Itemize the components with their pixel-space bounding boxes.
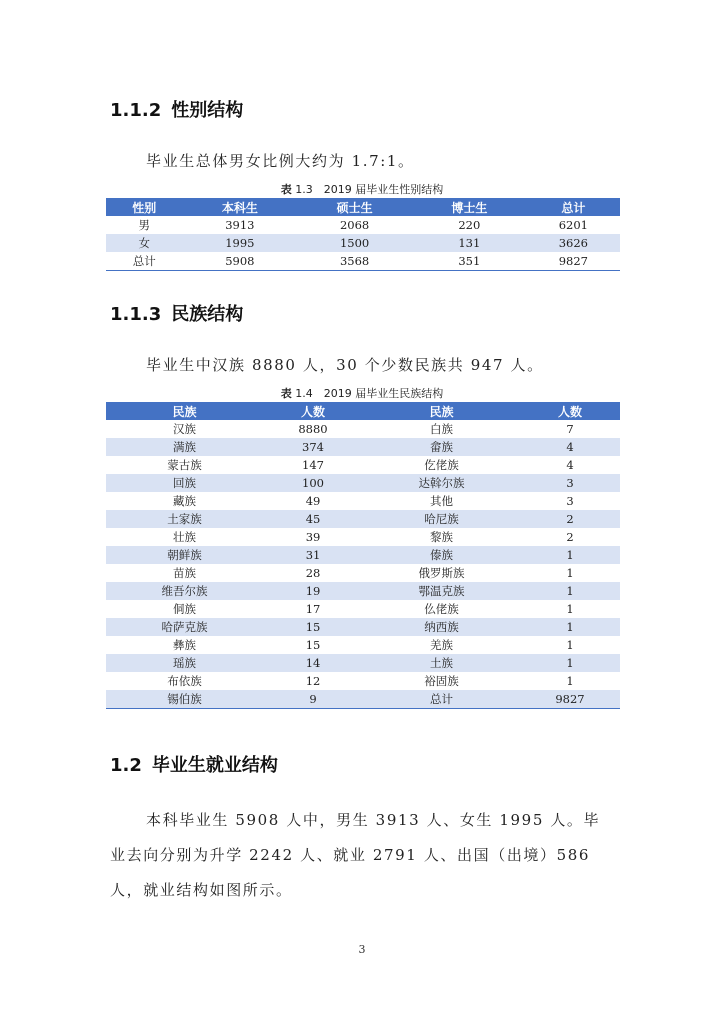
table-cell: 藏族 <box>173 494 197 508</box>
section-title: 民族结构 <box>171 304 244 325</box>
table-cell: 1 <box>520 618 620 636</box>
table-cell: 总计 <box>363 690 520 709</box>
table-caption-ethnic <box>0 385 724 401</box>
table-row <box>106 474 620 492</box>
table-cell: 131 <box>412 234 527 252</box>
section-title: 性别结构 <box>171 100 244 121</box>
table-row <box>106 492 620 510</box>
table-cell: 裕固族 <box>424 674 459 688</box>
table-cell: 3913 <box>225 218 255 232</box>
table-cell: 朝鲜族 <box>106 546 263 564</box>
table-cell: 15 <box>263 618 363 636</box>
table-row <box>106 654 620 672</box>
table-row <box>106 672 620 690</box>
table-row <box>106 216 620 234</box>
table-row <box>106 690 620 709</box>
table-cell: 39 <box>305 530 321 544</box>
table-cell: 回族 <box>106 474 263 492</box>
table-cell: 蒙古族 <box>167 458 202 472</box>
table-cell: 哈萨克族 <box>106 618 263 636</box>
section-number: 1.1.3 <box>110 304 162 325</box>
ethnic-summary-paragraph: 毕业生中汉族 8880 人，30 个少数民族共 947 人。 <box>146 356 544 374</box>
table-cell: 1 <box>566 566 574 580</box>
table-cell: 9827 <box>520 690 620 709</box>
table-cell: 俄罗斯族 <box>418 566 465 580</box>
table-row <box>106 564 620 582</box>
header-cell: 人数 <box>520 402 620 420</box>
table-cell: 12 <box>305 674 321 688</box>
table-cell: 49 <box>305 494 321 508</box>
table-cell: 土族 <box>363 654 520 672</box>
table-row <box>106 234 620 252</box>
table-cell: 3626 <box>527 234 620 252</box>
table-cell: 6201 <box>558 218 588 232</box>
table-cell: 侗族 <box>173 602 197 616</box>
page-number: 3 <box>358 943 366 956</box>
table-cell: 维吾尔族 <box>106 582 263 600</box>
header-cell: 民族 <box>106 402 263 420</box>
header-cell: 民族 <box>363 402 520 420</box>
gender-table-body <box>106 216 620 271</box>
table-header-row <box>106 402 620 420</box>
table-cell: 仫佬族 <box>424 602 459 616</box>
table-cell: 4 <box>520 438 620 456</box>
table-row <box>106 438 620 456</box>
table-cell: 纳西族 <box>363 618 520 636</box>
table-cell: 鄂温克族 <box>363 582 520 600</box>
table-row <box>106 582 620 600</box>
table-cell: 苗族 <box>173 566 197 580</box>
table-row <box>106 420 620 438</box>
table-cell: 351 <box>412 252 527 271</box>
table-row <box>106 618 620 636</box>
table-cell: 1 <box>566 638 574 652</box>
table-cell: 1500 <box>297 234 412 252</box>
table-cell: 374 <box>263 438 363 456</box>
header-cell: 人数 <box>263 402 363 420</box>
table-cell: 1 <box>566 602 574 616</box>
table-cell: 8880 <box>298 422 328 436</box>
table-cell: 17 <box>305 602 321 616</box>
section-heading-1-1-2 <box>110 96 243 122</box>
table-cell: 布依族 <box>167 674 202 688</box>
table-row <box>106 252 620 271</box>
caption-text: 1.3 2019 届毕业生性别结构 <box>295 183 444 196</box>
table-cell: 瑶族 <box>106 654 263 672</box>
table-cell: 220 <box>458 218 481 232</box>
header-cell: 本科生 <box>183 198 298 216</box>
table-row <box>106 528 620 546</box>
table-cell: 1 <box>520 546 620 564</box>
table-caption-gender <box>0 181 724 197</box>
table-cell: 白族 <box>430 422 453 436</box>
table-cell: 哈尼族 <box>363 510 520 528</box>
table-cell: 女 <box>106 234 183 252</box>
table-cell: 彝族 <box>173 638 197 652</box>
caption-label: 表 <box>280 183 292 196</box>
table-row <box>106 600 620 618</box>
table-cell: 满族 <box>106 438 263 456</box>
table-cell: 4 <box>566 458 574 472</box>
table-cell: 仡佬族 <box>424 458 459 472</box>
table-cell: 2 <box>520 510 620 528</box>
table-cell: 3 <box>566 494 574 508</box>
table-cell: 9 <box>263 690 363 709</box>
table-cell: 3 <box>520 474 620 492</box>
table-cell: 2068 <box>339 218 370 232</box>
table-cell: 汉族 <box>173 422 197 436</box>
gender-ratio-paragraph: 毕业生总体男女比例大约为 1.7:1。 <box>146 152 415 170</box>
table-cell: 1995 <box>183 234 298 252</box>
table-cell: 锡伯族 <box>106 690 263 709</box>
table-cell: 100 <box>263 474 363 492</box>
section-title: 毕业生就业结构 <box>151 755 278 776</box>
table-cell: 畲族 <box>363 438 520 456</box>
header-cell: 博士生 <box>412 198 527 216</box>
table-cell: 147 <box>302 458 324 472</box>
section-number: 1.2 <box>110 755 142 776</box>
header-cell: 硕士生 <box>297 198 412 216</box>
section-heading-1-2 <box>110 751 278 777</box>
section-number: 1.1.2 <box>110 100 162 121</box>
table-cell: 45 <box>263 510 363 528</box>
gender-structure-table <box>106 198 620 271</box>
table-cell: 土家族 <box>106 510 263 528</box>
caption-label: 表 <box>280 387 292 400</box>
employment-paragraph: 本科毕业生 5908 人中，男生 3913 人、女生 1995 人。毕业去向分别为升学 2242 人、就业 2791 人、出国（出境）586 人，就业结构如图所示。 <box>110 811 601 899</box>
table-cell: 羌族 <box>430 638 453 652</box>
table-cell: 其他 <box>430 494 453 508</box>
table-cell: 14 <box>263 654 363 672</box>
table-cell: 5908 <box>183 252 298 271</box>
table-cell: 2 <box>566 530 574 544</box>
table-cell: 19 <box>263 582 363 600</box>
table-cell: 1 <box>566 674 574 688</box>
table-cell: 28 <box>305 566 321 580</box>
table-cell: 黎族 <box>430 530 453 544</box>
table-cell: 壮族 <box>173 530 197 544</box>
table-cell: 3568 <box>297 252 412 271</box>
table-cell: 傣族 <box>363 546 520 564</box>
table-cell: 达斡尔族 <box>363 474 520 492</box>
caption-text: 1.4 2019 届毕业生民族结构 <box>295 387 444 400</box>
header-cell: 总计 <box>527 198 620 216</box>
table-cell: 1 <box>520 654 620 672</box>
table-row <box>106 456 620 474</box>
table-cell: 15 <box>305 638 321 652</box>
table-cell: 总计 <box>106 252 183 271</box>
section-heading-1-1-3 <box>110 300 243 326</box>
header-cell: 性别 <box>106 198 183 216</box>
table-header-row <box>106 198 620 216</box>
table-row <box>106 636 620 654</box>
ethnic-structure-table <box>106 402 620 709</box>
table-cell: 9827 <box>527 252 620 271</box>
table-row <box>106 510 620 528</box>
table-cell: 31 <box>263 546 363 564</box>
table-cell: 1 <box>520 582 620 600</box>
table-cell: 7 <box>566 422 574 436</box>
table-cell: 男 <box>138 218 150 232</box>
ethnic-table-body <box>106 420 620 709</box>
table-row <box>106 546 620 564</box>
